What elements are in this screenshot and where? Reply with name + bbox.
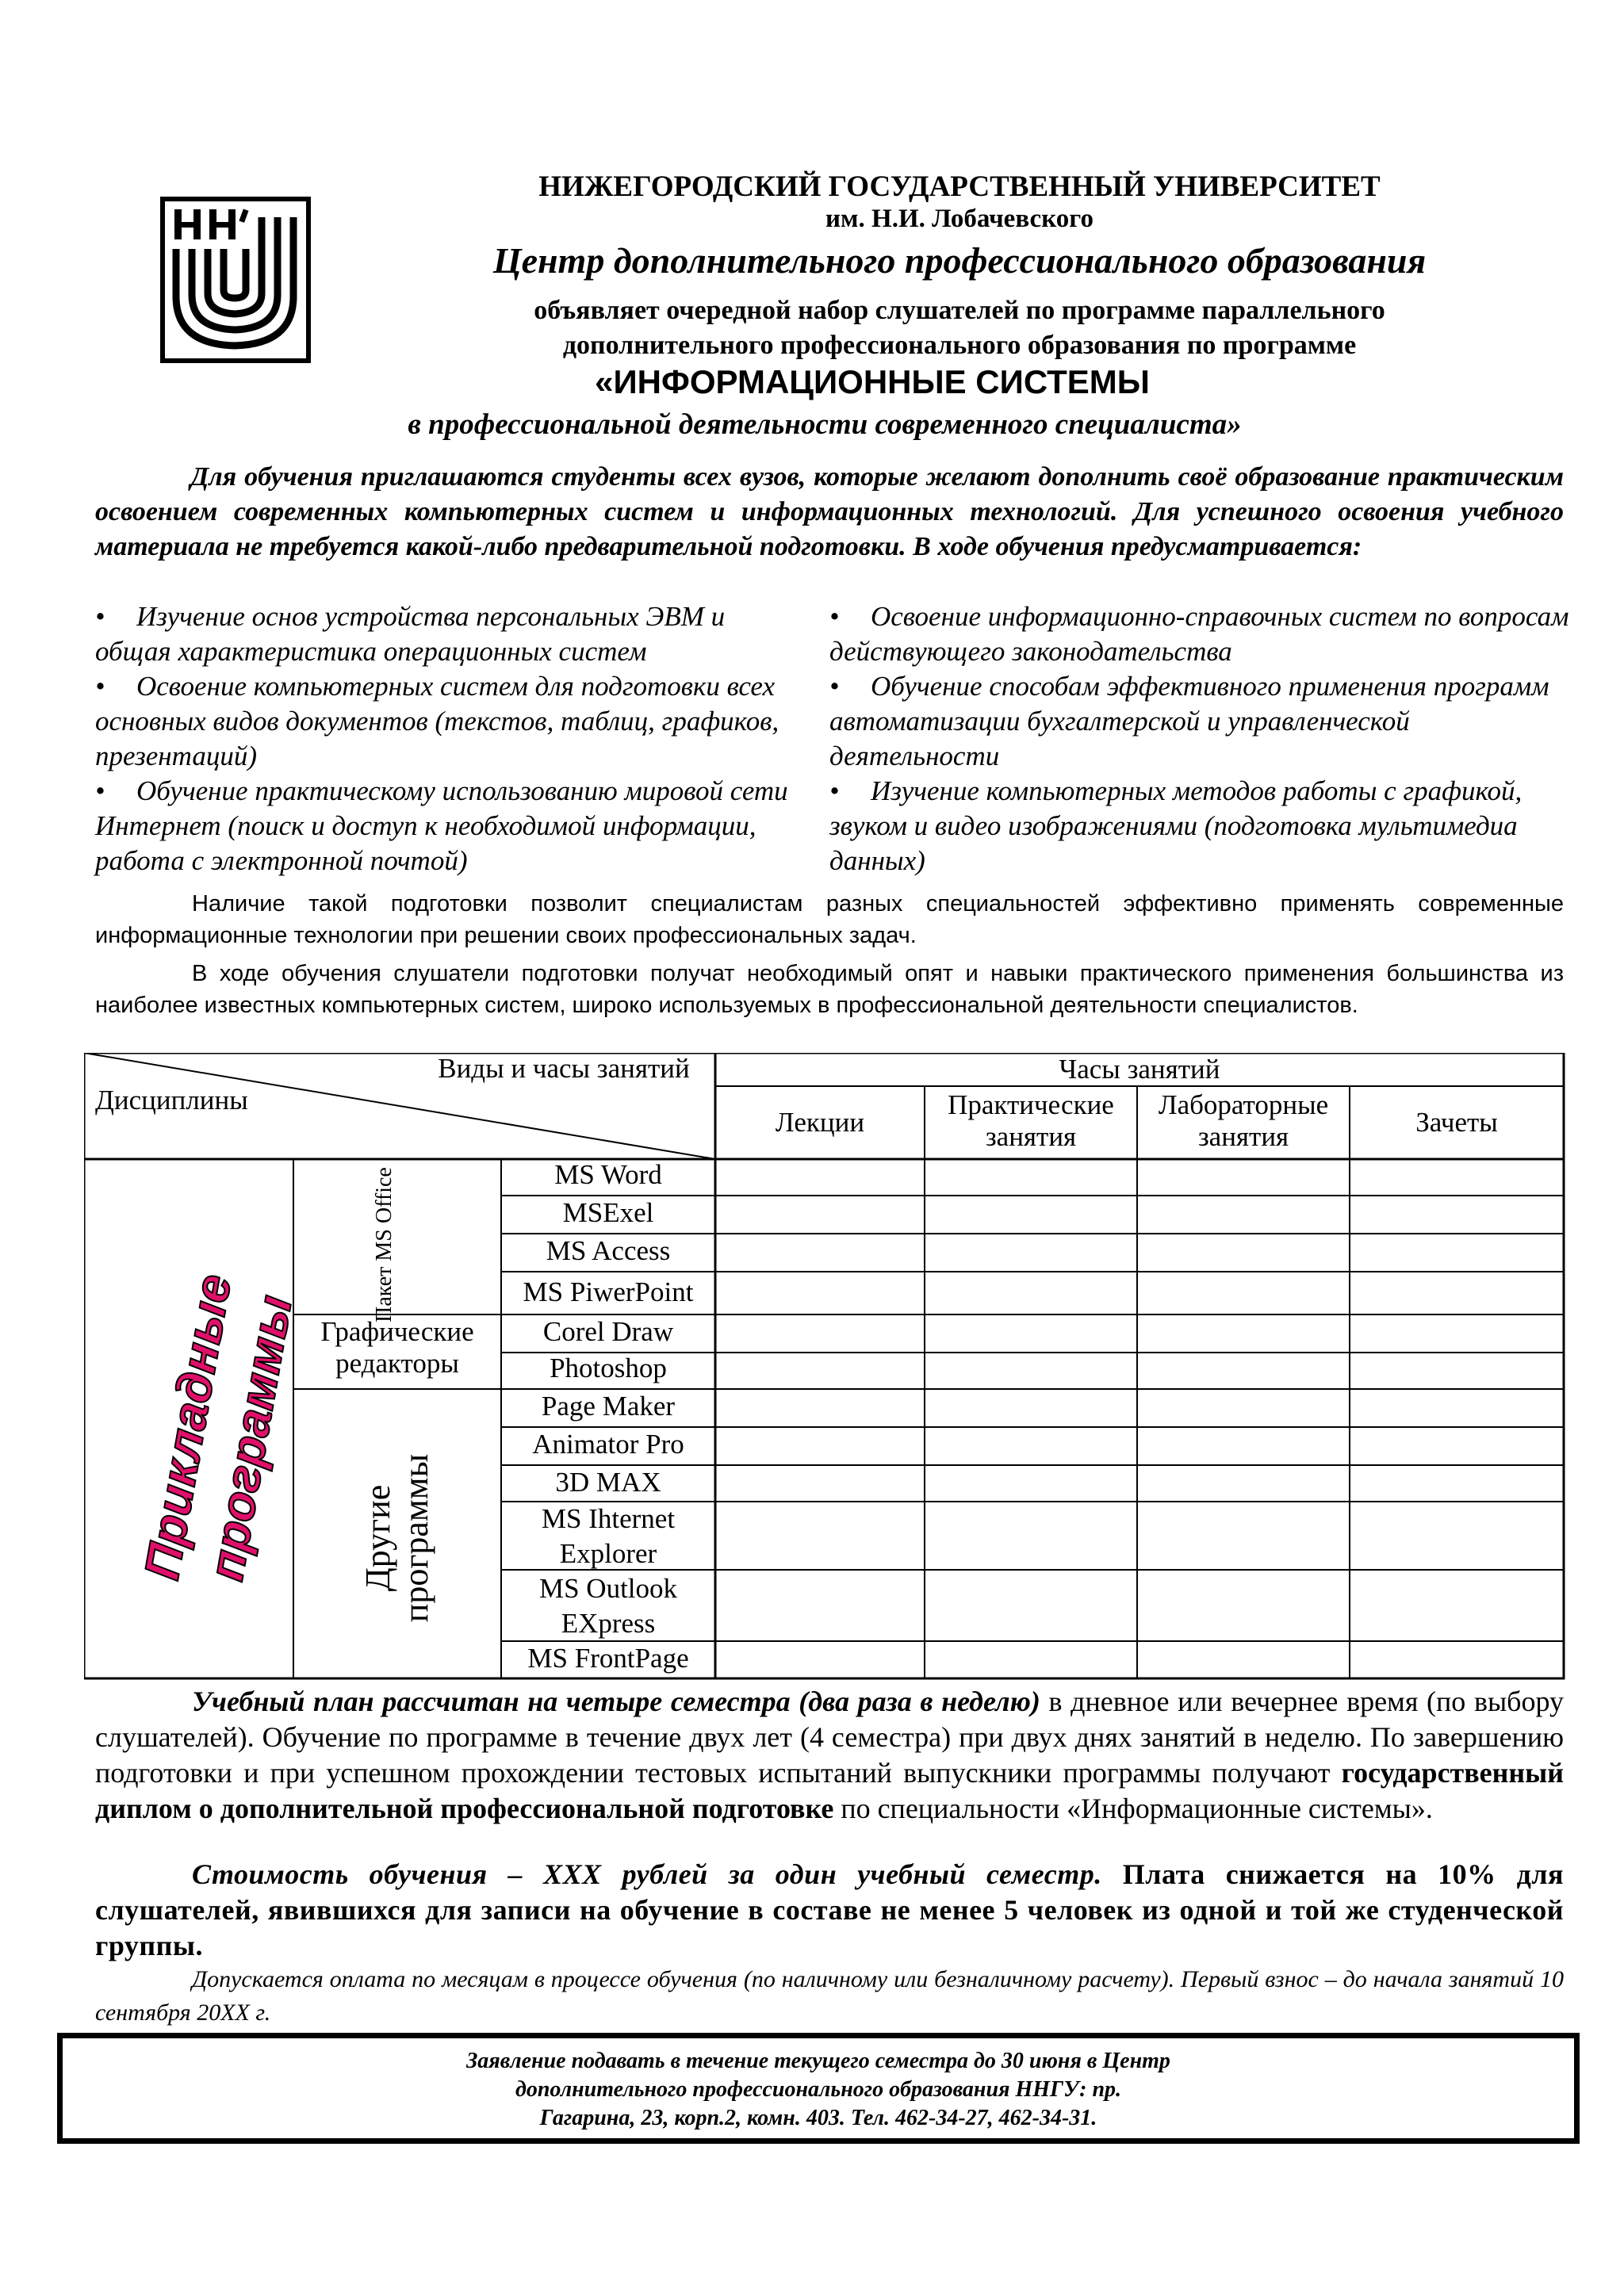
center-name: Центр дополнительного профессионального образования [492,240,1427,281]
row-label: MS Word [554,1159,662,1190]
column-header-practical: Практические занятия [948,1089,1114,1152]
svg-text:ННГУ: ННГУ [165,201,167,202]
university-subtitle: им. Н.И. Лобачевского [825,205,1094,233]
announcement [301,293,1618,363]
intro-paragraph: Для обучения приглашаются студенты всех вузов, которые желают дополнить своё образование практическим освоением современных компьютерных систем и информационных технологий. Для успешного освоения учебного материала не требуется какой-либо предварительной подготовки. В ходе обучения предусматривается: [95,462,1564,561]
announcement-line: объявляет очередной набор слушателей по программе параллельного [534,296,1385,325]
column-header-lectures: Лекции [775,1107,865,1138]
bullet-item: • Изучение основ устройства персональных ЭВМ и общая характеристика операционных систем [95,601,726,667]
footer-line: Заявление подавать в течение текущего семестра до 30 июня в Центр [466,2049,1170,2073]
curriculum-table [84,1053,1565,1680]
row-label: MS Outlook EXpress [538,1573,678,1639]
bullet-item: • Изучение компьютерных методов работы с графикой, звуком и видео изображениями (подготовка мультимедиа данных) [829,775,1522,876]
paragraph-benefit: Наличие такой подготовки позволит специалистам разных специальностей эффективно применять современные информационные технологии при решении своих профессиональных задач. [95,891,1564,948]
hours-header: Часы занятий [1059,1054,1220,1085]
row-label: Page Maker [541,1391,676,1422]
group-label-other-programs: Другие программы [358,1453,435,1623]
bullet-item: • Освоение информационно-справочных систем по вопросам действующего законодательства [829,601,1569,667]
group-label-ms-office: Пакет MS Office [372,1167,396,1322]
program-subtitle: в профессиональной деятельности современного специалиста» [408,408,1242,441]
bullet-item: • Обучение практическому использованию мировой сети Интернет (поиск и доступ к необходимой информации, работа с электронной почтой) [95,775,788,876]
bullet-icon: • [829,775,840,806]
bullet-item: • Обучение способам эффективного применения программ автоматизации бухгалтерской и управленческой деятельности [829,671,1549,771]
cost-paragraph: Стоимость обучения – ХХХ рублей за один учебный семестр. Плата снижается на 10% для слушателей, явившихся для записи на обучение в составе не менее 5 человек из одной и той же студенческой группы. [95,1858,1564,1961]
bullet-list-left [95,599,793,878]
payment-paragraph: Допускается оплата по месяцам в процессе обучения (по наличному или безналичному расчету). Первый взнос – до начала занятий 10 сентября 20ХХ г. [95,1966,1564,2026]
row-label: 3D MAX [555,1467,661,1498]
main-group-label-text: Прикладные программы [134,1270,303,1585]
row-label: MS Ihternet Explorer [541,1503,676,1569]
column-header-tests: Зачеты [1415,1107,1498,1138]
row-label: MS FrontPage [527,1643,689,1674]
row-label: MS PiwerPoint [523,1276,694,1307]
bullet-icon: • [95,775,105,806]
bullet-icon: • [829,601,840,632]
nngu-logo-icon [165,201,306,358]
university-name: НИЖЕГОРОДСКИЙ ГОСУДАРСТВЕННЫЙ УНИВЕРСИТЕТ [538,170,1381,203]
column-header-lab: Лабораторные занятия [1158,1089,1329,1152]
announcement-line: дополнительного профессионального образования по программе [562,331,1357,360]
application-info-text [57,2047,1580,2133]
row-label: Corel Draw [542,1316,674,1347]
bullet-icon: • [95,671,105,702]
row-label: MSExel [562,1197,654,1228]
table-corner-bottom: Дисциплины [95,1085,248,1115]
bullet-item: • Освоение компьютерных систем для подготовки всех основных видов документов (текстов, таблиц, графиков, презентаций) [95,671,779,771]
bullet-list-right [829,599,1575,878]
table-corner-top: Виды и часы занятий [438,1053,690,1084]
program-title: «ИНФОРМАЦИОННЫЕ СИСТЕМЫ [595,363,1150,400]
group-label-graphic-editors: Графические редакторы [320,1316,474,1379]
university-logo [160,197,311,363]
bullet-icon: • [95,601,105,632]
row-label: MS Access [546,1235,671,1266]
study-plan-paragraph: Учебный план рассчитан на четыре семестра (два раза в неделю) в дневное или вечернее время (по выбору слушателей). Обучение по программе в течение двух лет (4 семестра) при двух днях занятий в неделю. По завершению подготовки и при успешном прохождении тестовых испытаний выпускники программы получают государственный диплом о дополнительной профессиональной подготовке по специальности «Информационные системы». [95,1686,1564,1824]
row-label: Photoshop [550,1353,667,1383]
footer-line: Гагарина, 23, корп.2, комн. 403. Тел. 462-34-27, 462-34-31. [539,2106,1097,2130]
paragraph-skills: В ходе обучения слушатели подготовки получат необходимый опят и навыки практического применения большинства из наиболее известных компьютерных систем, широко используемых в профессиональной деятельности специалистов. [95,961,1564,1018]
row-label: Animator Pro [532,1429,684,1460]
footer-line: дополнительного профессионального образования ННГУ: пр. [515,2077,1122,2102]
bullet-icon: • [829,671,840,702]
